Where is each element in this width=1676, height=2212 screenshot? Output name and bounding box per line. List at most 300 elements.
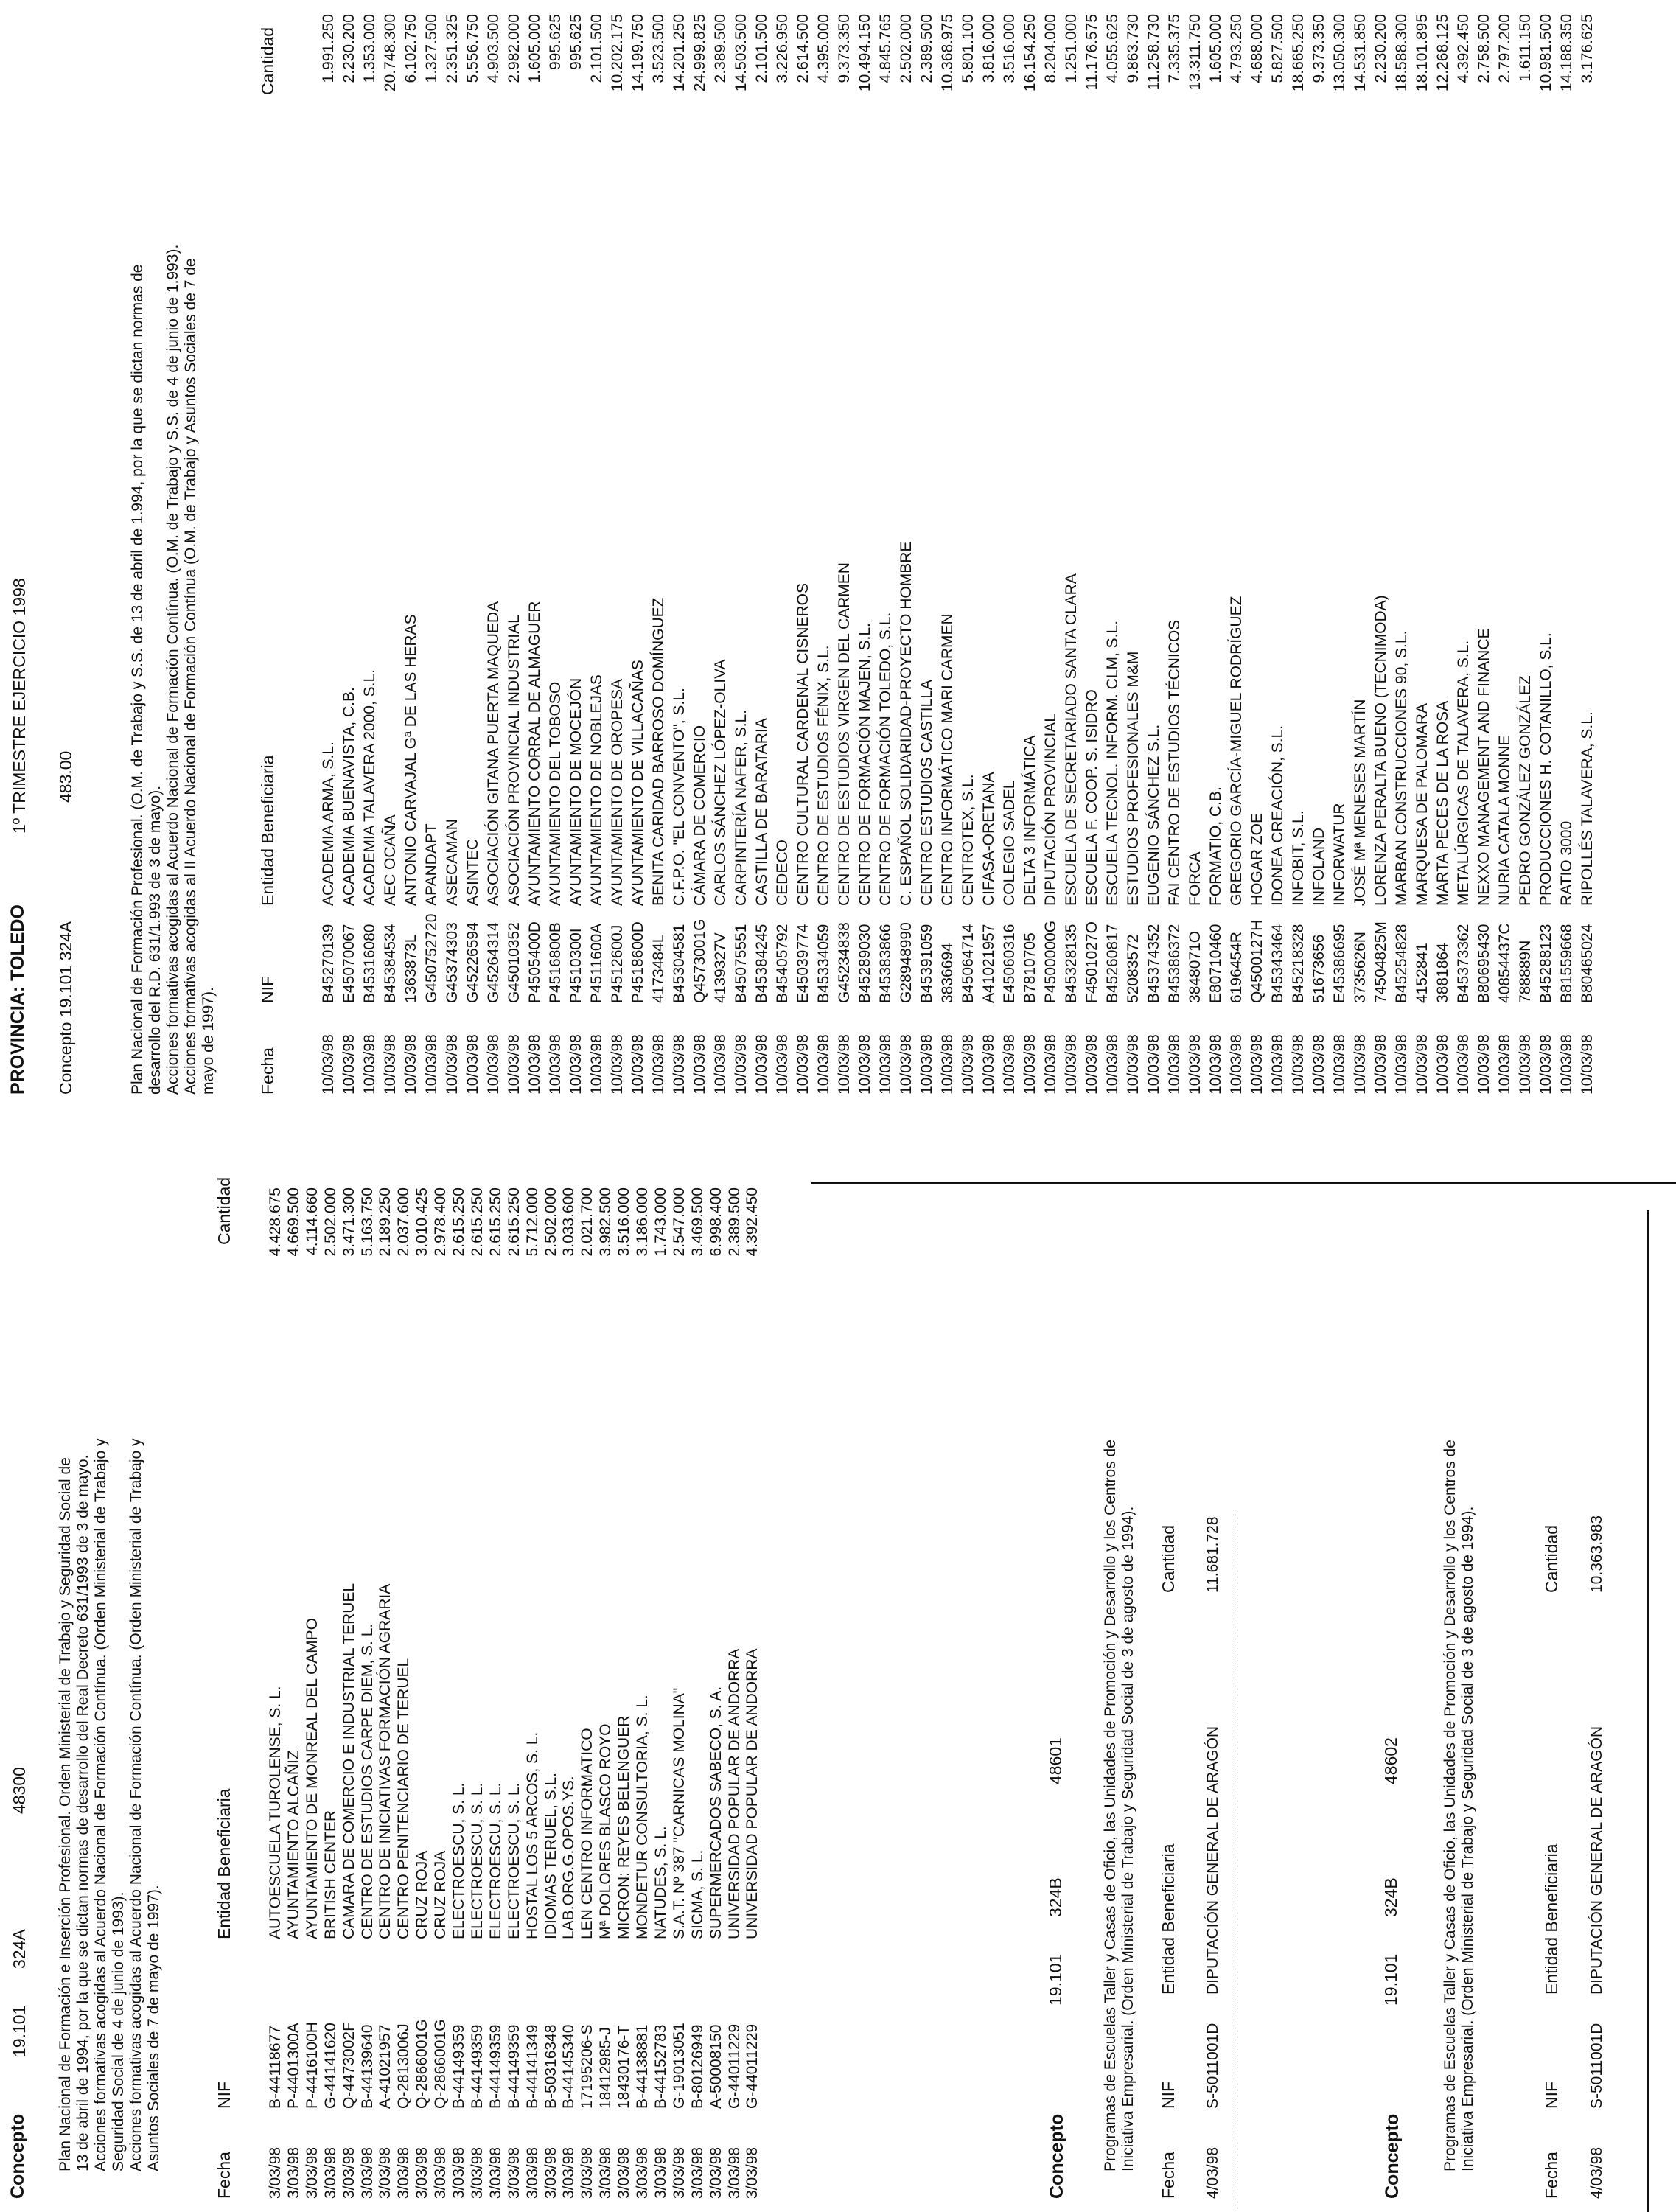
- row-cantidad: 24.999.825: [691, 14, 708, 92]
- row-cantidad: 13.050.300: [1331, 14, 1348, 92]
- row-fecha: 3/03/98: [303, 2146, 321, 2199]
- row-cantidad: 3.982.500: [597, 1187, 615, 1257]
- row-cantidad: 2.982.000: [506, 14, 523, 83]
- row-fecha: 10/03/98: [444, 1034, 461, 1095]
- table-row: [774, 8, 792, 1106]
- row-nif: B45328135: [1063, 924, 1080, 1003]
- table-row: [795, 8, 813, 1106]
- row-cantidad: 5.556.750: [464, 14, 481, 83]
- row-entidad: ESTUDIOS PROFESIONALES M&M: [1125, 651, 1142, 906]
- row-entidad: ESCUELA DE SECRETARIADO SANTA CLARA: [1063, 573, 1080, 906]
- table-row: [588, 8, 607, 1106]
- table-row: [1269, 8, 1288, 1106]
- table-row: [524, 1180, 542, 2212]
- row-fecha: 10/03/98: [341, 1034, 357, 1095]
- row-nif: B45334059: [815, 924, 832, 1003]
- row-nif: P-4401300A: [284, 2023, 302, 2109]
- row-cantidad: 1.327.500: [423, 14, 440, 83]
- table-row: [526, 8, 545, 1106]
- row-nif: 52083572: [1125, 934, 1142, 1003]
- row-entidad: AYUNTAMIENTO DE VILLACAÑAS: [629, 660, 646, 906]
- row-fecha: 10/03/98: [1290, 1034, 1307, 1095]
- column-header-nif: NIF: [258, 975, 277, 1003]
- row-nif: 788889N: [1517, 940, 1534, 1003]
- row-cantidad: 2.978.400: [432, 1187, 450, 1257]
- row-cantidad: 11.681.728: [1204, 1516, 1221, 1593]
- table-row: [1166, 8, 1184, 1106]
- row-cantidad: 4.392.450: [744, 1187, 761, 1257]
- description-line: Iniciativa Empresarial. (Orden Ministerial de Trabajo y Seguridad Social de 3 de agosto de 1994).: [1120, 1506, 1136, 2171]
- table-row: [1414, 8, 1432, 1106]
- row-fecha: 3/03/98: [450, 2146, 467, 2199]
- row-nif: B45391059: [918, 924, 935, 1003]
- row-fecha: 10/03/98: [1187, 1034, 1204, 1095]
- row-fecha: 10/03/98: [898, 1034, 915, 1095]
- row-entidad: MARTA PECES DE LA ROSA: [1434, 700, 1451, 906]
- table-row: [939, 8, 957, 1106]
- row-nif: P4516800B: [547, 922, 564, 1003]
- row-entidad: APANDAPT: [423, 823, 440, 906]
- row-cantidad: 3.516.000: [615, 1187, 633, 1257]
- row-entidad: CENTRO DE ESTUDIOS CARPE DIEM, S. L.: [358, 1623, 376, 1939]
- table-row: [579, 1180, 597, 2212]
- row-entidad: IDIOMAS TERUEL, S.L.: [542, 1772, 559, 1939]
- row-fecha: 10/03/98: [1125, 1034, 1142, 1095]
- table-row: [322, 1180, 341, 2212]
- row-cantidad: 3.516.000: [1001, 14, 1018, 83]
- column-header-cantidad: Cantidad: [1159, 1524, 1178, 1593]
- row-cantidad: 2.021.700: [579, 1187, 596, 1257]
- column-header-entidad: Entidad Beneficiaria: [214, 1788, 234, 1939]
- description-line: Asuntos Sociales de 7 de mayo de 1997).: [145, 1885, 162, 2171]
- row-fecha: 10/03/98: [588, 1034, 605, 1095]
- row-fecha: 10/03/98: [691, 1034, 708, 1095]
- column-header-entidad: Entidad Beneficiaria: [1542, 1843, 1561, 1995]
- row-fecha: 10/03/98: [1455, 1034, 1472, 1095]
- row-nif: B45316080: [361, 924, 378, 1003]
- row-entidad: DIPUTACIÓN PROVINCIAL: [1042, 714, 1059, 906]
- row-nif: B80465024: [1579, 924, 1596, 1003]
- column-header-cantidad: Cantidad: [1542, 1524, 1561, 1593]
- trimester-title: 1º TRIMESTRE EJERCICIO 1998: [10, 578, 29, 834]
- row-cantidad: 2.389.500: [712, 14, 729, 83]
- row-cantidad: 14.199.750: [629, 14, 646, 92]
- table-row: [1331, 8, 1349, 1106]
- row-cantidad: 4.428.675: [267, 1187, 284, 1257]
- row-nif: B45288123: [1537, 924, 1554, 1003]
- row-nif: B80695430: [1476, 924, 1492, 1003]
- row-cantidad: 2.614.500: [795, 14, 811, 83]
- row-cantidad: 3.816.000: [980, 14, 997, 83]
- table-row: [1083, 8, 1102, 1106]
- row-cantidad: 2.502.000: [321, 1187, 339, 1257]
- row-entidad: AEC OCAÑA: [382, 814, 399, 906]
- row-entidad: ELECTROESCU, S. L.: [468, 1782, 486, 1939]
- table-row: [1310, 8, 1329, 1106]
- row-nif: G28948990: [898, 922, 915, 1003]
- concept-code: 19.101: [10, 2005, 29, 2057]
- concept-label: Concepto: [1382, 2113, 1403, 2199]
- row-cantidad: 5.163.750: [358, 1187, 376, 1257]
- row-cantidad: 2.615.250: [505, 1187, 523, 1257]
- row-cantidad: 10.363.983: [1588, 1515, 1605, 1593]
- row-entidad: CENTRO ESTUDIOS CASTILLA: [918, 680, 935, 906]
- row-cantidad: 1.743.000: [652, 1187, 669, 1257]
- row-cantidad: 2.189.250: [377, 1187, 394, 1257]
- row-fecha: 3/03/98: [523, 2146, 541, 2199]
- row-nif: G45234838: [836, 922, 853, 1003]
- row-cantidad: 4.669.500: [284, 1187, 302, 1257]
- row-nif: B-44139640: [358, 2024, 376, 2109]
- table-row: [1393, 8, 1411, 1106]
- row-cantidad: 1.605.000: [526, 14, 543, 83]
- row-fecha: 10/03/98: [1310, 1034, 1327, 1095]
- row-nif: B-44141349: [523, 2024, 541, 2109]
- row-nif: S-5011001D: [1204, 2023, 1221, 2109]
- row-cantidad: 2.615.250: [486, 1187, 504, 1257]
- row-fecha: 3/03/98: [395, 2146, 413, 2199]
- description-line: Plan Nacional de Formación e Inserción Profesional. Orden Ministerial de Trabajo y Seguridad Social de: [57, 1457, 74, 2171]
- row-nif: Q-4473002F: [340, 2022, 357, 2109]
- row-entidad: NURIA CATALA MONNE: [1496, 735, 1513, 906]
- row-entidad: CENTRO DE ESTUDIOS FÉNIX, S.L.: [815, 645, 832, 906]
- row-entidad: CÁMARA DE COMERCIO: [691, 725, 708, 906]
- column-header-entidad: Entidad Beneficiaria: [1159, 1843, 1178, 1995]
- table-row: [1022, 8, 1040, 1106]
- row-nif: G45010352: [506, 922, 523, 1003]
- row-entidad: HOGAR ZOE: [1249, 812, 1265, 906]
- table-row: [1579, 8, 1597, 1106]
- description-line: mayo de 1997).: [200, 987, 217, 1095]
- row-nif: 74504825M: [1372, 921, 1389, 1003]
- row-fecha: 10/03/98: [1042, 1034, 1059, 1095]
- row-nif: G-44141620: [321, 2023, 339, 2109]
- row-cantidad: 1.605.000: [1207, 14, 1224, 83]
- row-cantidad: 995.625: [547, 14, 564, 70]
- row-fecha: 10/03/98: [1414, 1034, 1431, 1095]
- row-nif: P4511600A: [588, 923, 605, 1003]
- row-fecha: 10/03/98: [361, 1034, 378, 1095]
- column-header-fecha: Fecha: [1159, 2152, 1178, 2199]
- row-entidad: ACADEMIA BUENAVISTA, C.B.: [341, 687, 357, 906]
- table-row: [1476, 8, 1494, 1106]
- row-entidad: ELECTROESCU, S. L.: [486, 1782, 504, 1939]
- row-cantidad: 4.114.660: [303, 1187, 321, 1255]
- row-nif: B45075551: [733, 924, 750, 1003]
- table-row: [689, 1180, 708, 2212]
- row-fecha: 3/03/98: [725, 2146, 743, 2199]
- row-nif: Q4573001G: [691, 918, 708, 1003]
- table-row: [1558, 8, 1577, 1106]
- row-cantidad: 3.523.500: [650, 14, 667, 83]
- row-fecha: 10/03/98: [650, 1034, 667, 1095]
- table-row: [267, 1180, 285, 2212]
- table-row: [744, 1180, 762, 2212]
- row-nif: B45304581: [671, 924, 688, 1003]
- row-entidad: LAB.ORG.G.OPOS.YS.: [560, 1776, 578, 1939]
- row-entidad: Mª DOLORES BLASCO ROYO: [597, 1723, 615, 1939]
- table-row: [856, 8, 875, 1106]
- table-row: [432, 1180, 450, 2212]
- row-nif: G-44011229: [744, 2023, 761, 2109]
- column-header-fecha: Fecha: [1542, 2152, 1561, 2199]
- row-cantidad: 11.176.575: [1083, 14, 1100, 91]
- row-nif: 3735626N: [1352, 932, 1369, 1003]
- description-line: Programas de Escuelas Taller y Casas de Oficio, las Unidades de Promoción y Desarrollo y los Centros de: [1102, 1440, 1119, 2171]
- row-cantidad: 995.625: [568, 14, 584, 70]
- table-row: [609, 8, 627, 1106]
- row-entidad: DIPUTACIÓN GENERAL DE ARAGÓN: [1204, 1726, 1221, 1995]
- row-nif: 4173484L: [650, 934, 667, 1003]
- row-fecha: 10/03/98: [980, 1034, 997, 1095]
- row-entidad: LORENZA PERALTA BUENO (TECNIMODA): [1372, 595, 1389, 906]
- row-nif: B45218328: [1290, 924, 1307, 1003]
- row-cantidad: 3.471.300: [340, 1187, 357, 1257]
- row-nif: P4500000G: [1042, 920, 1059, 1003]
- row-cantidad: 5.712.000: [523, 1187, 541, 1257]
- row-nif: 6196454R: [1228, 932, 1245, 1003]
- row-entidad: AYUNTAMIENTO CORRAL DE ALMAGUER: [526, 601, 543, 906]
- row-cantidad: 2.758.500: [1476, 14, 1492, 83]
- row-nif: B81559668: [1558, 924, 1575, 1003]
- row-entidad: DIPUTACIÓN GENERAL DE ARAGÓN: [1588, 1726, 1605, 1995]
- row-entidad: BRITISH CENTER: [321, 1810, 339, 1939]
- row-cantidad: 16.154.250: [1022, 14, 1038, 92]
- row-entidad: UNIVERSIDAD POPULAR DE ANDORRA: [725, 1648, 743, 1939]
- row-entidad: AYUNTAMIENTO DE OROPESA: [609, 678, 626, 906]
- row-entidad: MICRON: REYES BELENGUER: [615, 1715, 633, 1939]
- row-entidad: AYUNTAMIENTO DE NOBLEJAS: [588, 674, 605, 906]
- row-fecha: 10/03/98: [960, 1034, 977, 1095]
- row-nif: F4501027O: [1083, 921, 1100, 1003]
- row-fecha: 3/03/98: [542, 2146, 559, 2199]
- row-entidad: AUTOESCUELA TUROLENSE, S. L.: [267, 1686, 284, 1939]
- row-entidad: MARBAN CONSTRUCCIONES 90, S.L.: [1393, 630, 1410, 906]
- row-nif: 17195206-S: [579, 2024, 596, 2109]
- row-fecha: 3/03/98: [707, 2146, 724, 2199]
- row-nif: 51673656: [1310, 934, 1327, 1003]
- row-nif: B45289030: [856, 924, 873, 1003]
- row-cantidad: 5.801.100: [960, 14, 977, 83]
- concept-subconcept: 48300: [10, 1767, 29, 1814]
- row-cantidad: 2.230.200: [1372, 14, 1389, 83]
- row-fecha: 10/03/98: [1207, 1034, 1224, 1095]
- row-cantidad: 3.010.425: [413, 1187, 431, 1257]
- left-column: [0, 1176, 1676, 2212]
- table-row: [487, 1180, 506, 2212]
- row-nif: B-44145340: [560, 2024, 578, 2109]
- row-nif: Q-2866001G: [413, 2019, 431, 2109]
- table-row: [413, 1180, 432, 2212]
- concept-code: 19.101: [1046, 1953, 1065, 2006]
- row-nif: P4512600J: [609, 924, 626, 1003]
- row-entidad: ESCUELA F. COOP. S. ISIDRO: [1083, 689, 1100, 906]
- row-entidad: SICMA, S. L.: [688, 1849, 706, 1939]
- row-nif: B45254828: [1393, 924, 1410, 1003]
- row-entidad: PRODUCCIONES H. COTANILLO, S.L.: [1537, 632, 1554, 906]
- row-nif: B45374352: [1145, 924, 1162, 1003]
- table-row: [671, 8, 689, 1106]
- row-entidad: METALÚRGICAS DE TALAVERA, S.L.: [1455, 640, 1472, 906]
- row-entidad: HOSTAL LOS 5 ARCOS, S. L.: [523, 1731, 541, 1939]
- row-cantidad: 4.055.625: [1104, 14, 1121, 83]
- table-row: [960, 8, 978, 1106]
- description-line: Plan Nacional de Formación Profesional. (O.M. de Trabajo y S.S. de 13 de abril de 1.994, por la que se dictan normas de: [129, 264, 146, 1095]
- row-entidad: ELECTROESCU, S. L.: [505, 1782, 523, 1939]
- table-row: [753, 8, 772, 1106]
- row-fecha: 10/03/98: [939, 1034, 956, 1095]
- table-row: [423, 8, 441, 1106]
- table-row: [341, 1180, 359, 2212]
- table-row: [708, 1180, 726, 2212]
- row-cantidad: 1.251.000: [1063, 14, 1080, 83]
- table-row: [285, 1180, 304, 2212]
- row-fecha: 3/03/98: [486, 2146, 504, 2199]
- row-cantidad: 3.176.625: [1579, 14, 1596, 83]
- row-entidad: INFOLAND: [1310, 827, 1327, 906]
- row-nif: B-44149359: [505, 2024, 523, 2109]
- row-nif: G45226594: [464, 922, 481, 1003]
- row-entidad: CENTRO DE FORMACIÓN TOLEDO, S.L.: [877, 612, 894, 906]
- row-nif: B-44149359: [468, 2024, 486, 2109]
- concept-code: 19.101: [1381, 1953, 1400, 2006]
- description-line: desarrollo del R.D. 631/1.993 de 3 de mayo).: [147, 785, 164, 1095]
- row-nif: G45264314: [485, 922, 502, 1003]
- row-fecha: 10/03/98: [423, 1034, 440, 1095]
- row-fecha: 10/03/98: [609, 1034, 626, 1095]
- table-row: [361, 8, 380, 1106]
- table-row: [1517, 8, 1535, 1106]
- column-header-entidad: Entidad Beneficiaria: [258, 755, 277, 906]
- row-cantidad: 2.502.000: [898, 14, 915, 83]
- table-row: [898, 8, 916, 1106]
- row-fecha: 4/03/98: [1204, 2146, 1221, 2199]
- row-fecha: 3/03/98: [468, 2146, 486, 2199]
- table-row: [506, 1180, 524, 2212]
- table-row: [1352, 8, 1370, 1106]
- row-fecha: 3/03/98: [615, 2146, 633, 2199]
- row-entidad: IDONEA CREACIÓN, S.L.: [1269, 725, 1286, 906]
- row-cantidad: 1.991.250: [320, 14, 337, 83]
- row-entidad: CENTRO PENITENCIARIO DE TERUEL: [395, 1658, 413, 1939]
- column-header-nif: NIF: [1159, 2081, 1178, 2109]
- row-entidad: CARLOS SÁNCHEZ LÓPEZ-OLIVA: [712, 659, 729, 906]
- table-row: [568, 8, 586, 1106]
- row-cantidad: 3.033.600: [560, 1187, 578, 1257]
- row-entidad: CRUZ ROJA: [413, 1850, 431, 1939]
- row-entidad: FORCA: [1187, 851, 1204, 906]
- description-line: Acciones formativas acogidas al Acuerdo Nacional de Formación Contínua. (O.M. de Trabajo y S.S. de 4 de junio de 1.993).: [164, 244, 181, 1095]
- row-nif: B45064714: [960, 924, 977, 1003]
- row-nif: E80710460: [1207, 924, 1224, 1003]
- row-nif: B-44149359: [450, 2024, 467, 2109]
- row-nif: E45070067: [341, 924, 357, 1003]
- table-row: [1001, 8, 1019, 1106]
- row-entidad: JOSÉ Mª MENESES MARTÍN: [1352, 699, 1369, 906]
- row-cantidad: 5.827.500: [1269, 14, 1286, 83]
- row-entidad: ESCUELA TECNOL. INFORM. CLM, S.L.: [1104, 620, 1121, 906]
- row-cantidad: 10.368.975: [939, 14, 956, 92]
- description-line: Acciones formativas acogidas al Acuerdo Nacional de Formación Contínua. (Orden Ministerial de Trabajo y: [92, 1438, 109, 2171]
- table-row: [1228, 8, 1246, 1106]
- row-cantidad: 2.797.200: [1496, 14, 1513, 83]
- concept-subconcept: 48602: [1381, 1737, 1400, 1784]
- row-fecha: 10/03/98: [1558, 1034, 1575, 1095]
- column-header-nif: NIF: [1542, 2081, 1561, 2109]
- table-row: [652, 1180, 671, 2212]
- row-entidad: GREGORIO GARCÍA-MIGUEL RODRÍGUEZ: [1228, 596, 1245, 906]
- row-fecha: 10/03/98: [712, 1034, 729, 1095]
- row-fecha: 10/03/98: [1352, 1034, 1369, 1095]
- row-nif: 4152841: [1414, 943, 1431, 1003]
- table-row: [450, 1180, 469, 2212]
- row-nif: B45260817: [1104, 924, 1121, 1003]
- row-fecha: 3/03/98: [432, 2146, 450, 2199]
- row-nif: G-44011229: [725, 2023, 743, 2109]
- row-entidad: ASECAMAN: [444, 819, 461, 906]
- row-nif: 18430176-T: [615, 2025, 633, 2109]
- row-fecha: 10/03/98: [1249, 1034, 1265, 1095]
- description-line: Iniciativa Empresarial. (Orden Ministerial de Trabajo y Seguridad Social de 3 de agosto de 1994).: [1459, 1506, 1476, 2171]
- row-entidad: C.F.P.O. "EL CONVENTO", S.L.: [671, 688, 688, 906]
- concept-label: Concepto: [1047, 2113, 1067, 2199]
- row-nif: B45270139: [320, 924, 337, 1003]
- row-fecha: 3/03/98: [340, 2146, 357, 2199]
- row-entidad: AYUNTAMIENTO DE MOCEJÓN: [568, 677, 584, 906]
- row-entidad: MARQUESA DE PALOMARA: [1414, 702, 1431, 906]
- row-fecha: 10/03/98: [774, 1034, 791, 1095]
- row-entidad: PEDRO GONZÁLEZ GONZÁLEZ: [1517, 675, 1534, 906]
- row-fecha: 10/03/98: [1022, 1034, 1038, 1095]
- row-cantidad: 7.335.375: [1166, 14, 1183, 83]
- concept-subconcept: 483.00: [56, 750, 75, 803]
- row-entidad: RATIO 3000: [1558, 820, 1575, 906]
- row-nif: Q4500127H: [1249, 919, 1265, 1003]
- row-entidad: ACADEMIA ARMA, S.L.: [320, 742, 337, 906]
- row-cantidad: 4.845.765: [877, 14, 894, 83]
- description-line: Programas de Escuelas Taller y Casas de Oficio, las Unidades de Promoción y Desarrollo y los Centros de: [1442, 1440, 1459, 2171]
- row-cantidad: 2.502.000: [542, 1187, 559, 1257]
- concept-label: Concepto: [7, 2113, 28, 2199]
- row-fecha: 3/03/98: [597, 2146, 615, 2199]
- province-title: PROVINCIA: TOLEDO: [7, 904, 28, 1095]
- row-nif: B45384245: [753, 924, 770, 1003]
- row-cantidad: 18.101.895: [1414, 14, 1431, 92]
- table-row: [341, 8, 359, 1106]
- table-row: [726, 1180, 744, 2212]
- row-cantidad: 4.793.250: [1228, 14, 1245, 83]
- row-entidad: FAI CENTRO DE ESTUDIOS TÉCNICOS: [1166, 619, 1183, 906]
- row-entidad: CENTROTEX, S.L.: [960, 774, 977, 906]
- row-cantidad: 18.588.300: [1393, 14, 1410, 92]
- table-row: [304, 1180, 322, 2212]
- row-nif: A-41021957: [377, 2024, 394, 2109]
- table-row: [444, 8, 462, 1106]
- column-header-nif: NIF: [214, 2081, 234, 2109]
- table-row: [560, 1180, 579, 2212]
- row-cantidad: 2.230.200: [341, 14, 357, 83]
- row-fecha: 10/03/98: [1001, 1034, 1018, 1095]
- row-nif: E45386695: [1331, 924, 1348, 1003]
- row-cantidad: 13.311.750: [1187, 14, 1204, 91]
- table-row: [1042, 8, 1061, 1106]
- row-fecha: 10/03/98: [485, 1034, 502, 1095]
- row-cantidad: 2.389.500: [918, 14, 935, 83]
- row-fecha: 10/03/98: [506, 1034, 523, 1095]
- row-entidad: CAMARA DE COMERCIO E INDUSTRIAL TERUEL: [340, 1583, 357, 1939]
- row-fecha: 3/03/98: [377, 2146, 394, 2199]
- row-fecha: 3/03/98: [267, 2146, 284, 2199]
